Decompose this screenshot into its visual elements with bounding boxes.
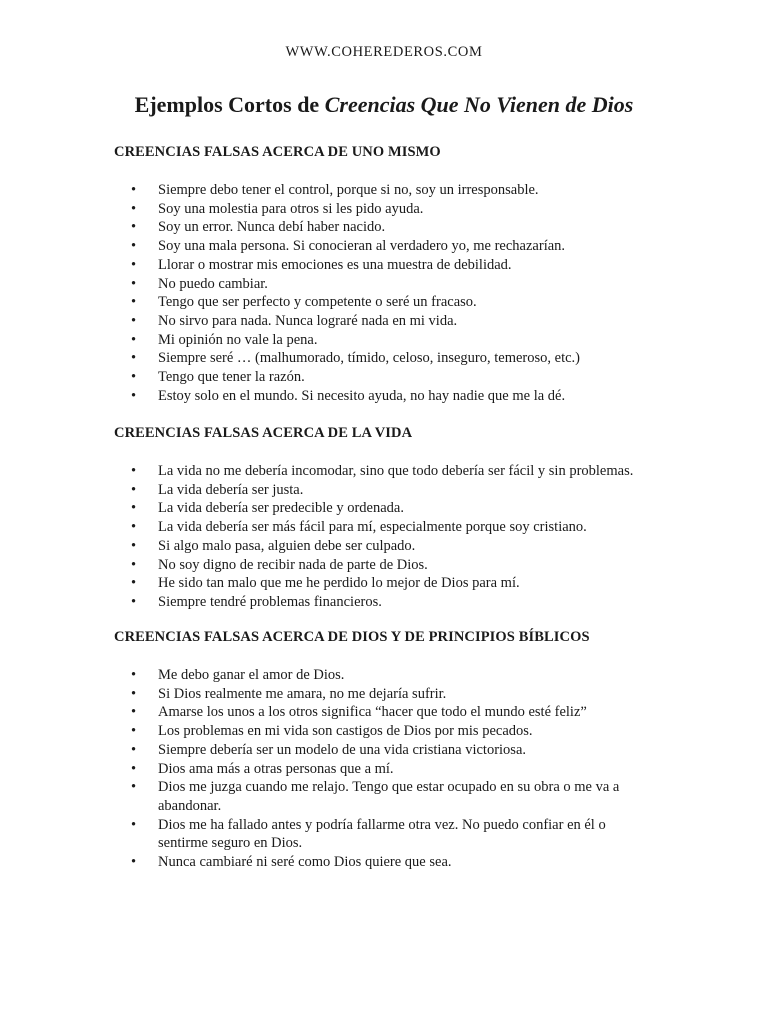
list-item-text: No soy digno de recibir nada de parte de Dios. <box>158 556 428 573</box>
bullet-icon: • <box>131 760 137 777</box>
list-item <box>131 556 651 575</box>
bullet-icon: • <box>131 519 137 536</box>
list-item <box>131 722 651 741</box>
list-item-text: No puedo cambiar. <box>158 275 268 292</box>
list-item <box>131 853 651 872</box>
page-title <box>0 92 768 118</box>
bullet-icon: • <box>131 219 137 236</box>
list-item <box>131 778 651 815</box>
list-item <box>131 200 651 219</box>
list-item-text: Mi opinión no vale la pena. <box>158 331 318 348</box>
bullet-icon: • <box>131 463 137 479</box>
bullet-icon: • <box>131 275 137 292</box>
list-item <box>131 518 651 537</box>
list-item <box>131 293 651 312</box>
list-item-text: Dios me ha fallado antes y podría fallarme otra vez. No puedo confiar en él o sentirme seguro en Dios. <box>158 816 606 852</box>
list-item <box>131 181 651 200</box>
list-item-text: Si algo malo pasa, alguien debe ser culpado. <box>158 537 416 554</box>
list-item <box>131 312 651 331</box>
belief-list-self <box>131 181 651 405</box>
section-heading-life: CREENCIAS FALSAS ACERCA DE LA VIDA <box>114 425 413 441</box>
bullet-icon: • <box>131 779 137 796</box>
list-item <box>131 481 651 500</box>
list-item <box>131 462 651 481</box>
list-item-text: Tengo que ser perfecto y competente o seré un fracaso. <box>158 294 477 311</box>
bullet-icon: • <box>131 481 137 498</box>
list-item-text: Me debo ganar el amor de Dios. <box>158 667 345 683</box>
list-item-text: No sirvo para nada. Nunca lograré nada en mi vida. <box>158 312 458 329</box>
list-item <box>131 275 651 294</box>
list-item <box>131 703 651 722</box>
list-item-text: Dios ama más a otras personas que a mí. <box>158 760 394 777</box>
bullet-icon: • <box>131 685 137 702</box>
list-item-text: La vida debería ser justa. <box>158 481 304 498</box>
list-item <box>131 368 651 387</box>
list-item-text: Siempre seré … (malhumorado, tímido, celoso, inseguro, temeroso, etc.) <box>158 350 581 367</box>
list-item-text: Tengo que tener la razón. <box>158 369 305 386</box>
bullet-icon: • <box>131 200 137 217</box>
list-item-text: Nunca cambiaré ni seré como Dios quiere que sea. <box>158 854 452 871</box>
list-item <box>131 331 651 350</box>
list-item-text: He sido tan malo que me he perdido lo mejor de Dios para mí. <box>158 575 520 592</box>
bullet-icon: • <box>131 704 137 721</box>
list-item-text: Siempre debería ser un modelo de una vida cristiana victoriosa. <box>158 741 527 758</box>
list-item <box>131 349 651 368</box>
list-item-text: La vida debería ser más fácil para mí, especialmente porque soy cristiano. <box>158 519 587 536</box>
site-url-header: WWW.COHEREDEROS.COM <box>285 44 483 60</box>
list-item <box>131 256 651 275</box>
bullet-icon: • <box>131 816 137 833</box>
bullet-icon: • <box>131 741 137 758</box>
page-title-plain: Ejemplos Cortos de <box>134 92 325 117</box>
list-item-text: Llorar o mostrar mis emociones es una muestra de debilidad. <box>158 256 512 273</box>
bullet-icon: • <box>131 575 137 592</box>
bullet-icon: • <box>131 667 137 683</box>
page-title-italic: Creencias Que No Vienen de Dios <box>324 92 634 117</box>
belief-list-life <box>131 462 651 612</box>
bullet-icon: • <box>131 350 137 367</box>
bullet-icon: • <box>131 854 137 871</box>
list-item <box>131 741 651 760</box>
list-item-text: Siempre debo tener el control, porque si no, soy un irresponsable. <box>158 182 539 198</box>
list-item <box>131 499 651 518</box>
list-item-text: Si Dios realmente me amara, no me dejaría sufrir. <box>158 685 447 702</box>
list-item <box>131 218 651 237</box>
bullet-icon: • <box>131 331 137 348</box>
list-item-text: Soy un error. Nunca debí haber nacido. <box>158 219 386 236</box>
list-item-text: La vida no me debería incomodar, sino que todo debería ser fácil y sin problemas. <box>158 463 634 479</box>
list-item <box>131 685 651 704</box>
bullet-icon: • <box>131 238 137 255</box>
list-item-text: Estoy solo en el mundo. Si necesito ayuda, no hay nadie que me la dé. <box>158 387 566 404</box>
bullet-icon: • <box>131 556 137 573</box>
list-item <box>131 816 651 853</box>
list-item <box>131 237 651 256</box>
list-item <box>131 666 651 685</box>
list-item-text: La vida debería ser predecible y ordenada. <box>158 500 404 517</box>
list-item <box>131 760 651 779</box>
bullet-icon: • <box>131 312 137 329</box>
list-item <box>131 537 651 556</box>
list-item <box>131 574 651 593</box>
bullet-icon: • <box>131 294 137 311</box>
bullet-icon: • <box>131 182 137 198</box>
list-item <box>131 387 651 406</box>
bullet-icon: • <box>131 537 137 554</box>
bullet-icon: • <box>131 387 137 404</box>
list-item-text: Siempre tendré problemas financieros. <box>158 593 382 610</box>
belief-list-god <box>131 666 651 872</box>
list-item-text: Soy una mala persona. Si conocieran al verdadero yo, me rechazarían. <box>158 238 566 255</box>
bullet-icon: • <box>131 500 137 517</box>
list-item-text: Dios me juzga cuando me relajo. Tengo que estar ocupado en su obra o me va a abandonar. <box>158 779 620 814</box>
bullet-icon: • <box>131 723 137 740</box>
list-item-text: Los problemas en mi vida son castigos de Dios por mis pecados. <box>158 723 533 740</box>
bullet-icon: • <box>131 256 137 273</box>
section-heading-god: CREENCIAS FALSAS ACERCA DE DIOS Y DE PRINCIPIOS BÍBLICOS <box>114 629 590 645</box>
list-item-text: Soy una molestia para otros si les pido ayuda. <box>158 200 424 217</box>
list-item-text: Amarse los unos a los otros significa “hacer que todo el mundo esté feliz” <box>158 704 587 721</box>
bullet-icon: • <box>131 369 137 386</box>
section-heading-self: CREENCIAS FALSAS ACERCA DE UNO MISMO <box>114 144 441 160</box>
bullet-icon: • <box>131 593 137 610</box>
list-item <box>131 593 651 612</box>
